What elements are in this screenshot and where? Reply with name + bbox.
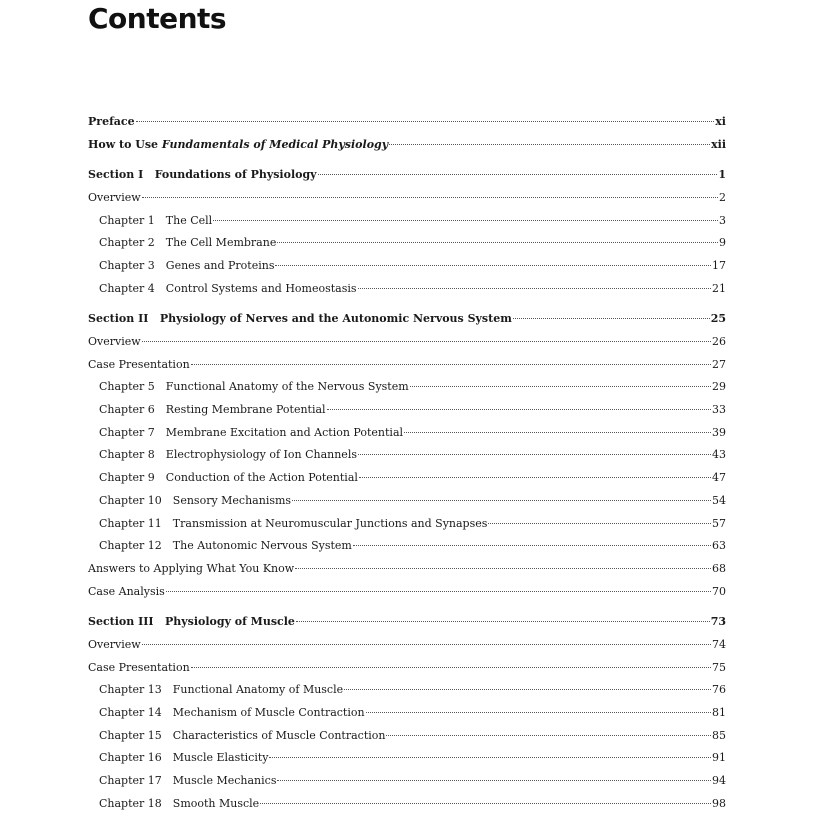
page-number: xii bbox=[711, 138, 726, 151]
entry-text: Control Systems and Homeostasis bbox=[165, 282, 357, 295]
toc-entry-title bbox=[99, 280, 357, 298]
entry-text: Section III Physiology of Muscle bbox=[88, 615, 295, 628]
toc-entry bbox=[88, 234, 726, 252]
toc-entry-title bbox=[88, 189, 141, 207]
toc-entry-title bbox=[99, 424, 403, 442]
toc-entry-title bbox=[99, 401, 326, 419]
dot-leader bbox=[318, 174, 718, 175]
dot-leader bbox=[386, 735, 711, 736]
toc-entry-title bbox=[88, 636, 141, 654]
page-number: 85 bbox=[712, 729, 726, 742]
toc-entry-title bbox=[99, 492, 291, 510]
toc-entry bbox=[88, 401, 726, 419]
dot-leader bbox=[327, 409, 711, 410]
entry-text: Muscle Elasticity bbox=[172, 751, 269, 764]
entry-text: Functional Anatomy of Muscle bbox=[172, 683, 344, 696]
chapter-number: Chapter 3 bbox=[99, 259, 155, 272]
toc-entry bbox=[88, 613, 726, 631]
entry-text: Resting Membrane Potential bbox=[165, 403, 326, 416]
entry-text: Muscle Mechanics bbox=[172, 774, 277, 787]
toc-entry-title bbox=[88, 333, 141, 351]
toc-entry-title bbox=[99, 515, 487, 533]
page-number: 75 bbox=[712, 661, 726, 674]
toc-entry bbox=[88, 704, 726, 722]
page-number: 25 bbox=[710, 312, 726, 325]
page-number: 70 bbox=[712, 585, 726, 598]
dot-leader bbox=[277, 780, 711, 781]
page-number: 17 bbox=[712, 259, 726, 272]
dot-leader bbox=[389, 144, 710, 145]
dot-leader bbox=[410, 386, 711, 387]
chapter-number: Chapter 13 bbox=[99, 683, 162, 696]
entry-text: Answers to Applying What You Know bbox=[88, 562, 295, 575]
toc-entry-title bbox=[99, 772, 276, 790]
dot-leader bbox=[275, 265, 711, 266]
dot-leader bbox=[166, 591, 711, 592]
toc-entry bbox=[88, 113, 726, 131]
entry-text: The Cell Membrane bbox=[165, 236, 277, 249]
chapter-number: Chapter 18 bbox=[99, 797, 162, 810]
chapter-number: Chapter 10 bbox=[99, 494, 162, 507]
toc-entry-title bbox=[99, 234, 276, 252]
page-number: 76 bbox=[712, 683, 726, 696]
toc-entry bbox=[88, 189, 726, 207]
page-number: 2 bbox=[719, 191, 726, 204]
toc-entry bbox=[88, 772, 726, 790]
page-number: 47 bbox=[712, 471, 726, 484]
dot-leader bbox=[292, 500, 711, 501]
toc-entry bbox=[88, 446, 726, 464]
entry-text-italic: Fundamentals of Medical Physiology bbox=[161, 138, 389, 151]
dot-leader bbox=[295, 568, 711, 569]
chapter-number: Chapter 5 bbox=[99, 380, 155, 393]
entry-text: Case Presentation bbox=[88, 358, 190, 371]
page-number: 74 bbox=[712, 638, 726, 651]
toc-entry-title bbox=[88, 113, 135, 131]
toc-entry bbox=[88, 681, 726, 699]
toc-entry bbox=[88, 560, 726, 578]
toc-entry bbox=[88, 515, 726, 533]
toc-entry bbox=[88, 310, 726, 328]
dot-leader bbox=[359, 477, 711, 478]
toc-entry-title bbox=[88, 310, 512, 328]
dot-leader bbox=[269, 757, 711, 758]
toc-entry-title bbox=[88, 166, 317, 184]
entry-text: Conduction of the Action Potential bbox=[165, 471, 358, 484]
chapter-number: Chapter 4 bbox=[99, 282, 155, 295]
dot-leader bbox=[136, 121, 715, 122]
toc-entry bbox=[88, 537, 726, 555]
entry-text: Overview bbox=[88, 335, 141, 348]
chapter-number: Chapter 14 bbox=[99, 706, 162, 719]
entry-text: Preface bbox=[88, 115, 135, 128]
toc-entry-title bbox=[88, 136, 388, 154]
toc-entry-title bbox=[88, 613, 295, 631]
toc-entry bbox=[88, 166, 726, 184]
toc-entry bbox=[88, 280, 726, 298]
toc-entry bbox=[88, 333, 726, 351]
toc-entry bbox=[88, 136, 726, 154]
toc-entry-title bbox=[99, 727, 385, 745]
entry-text: Case Presentation bbox=[88, 661, 190, 674]
page-number: 1 bbox=[718, 168, 726, 181]
dot-leader bbox=[353, 545, 711, 546]
entry-text: Case Analysis bbox=[88, 585, 165, 598]
page-number: 54 bbox=[712, 494, 726, 507]
page-number: 9 bbox=[719, 236, 726, 249]
chapter-number: Chapter 12 bbox=[99, 539, 162, 552]
toc-entry bbox=[88, 492, 726, 510]
page-number: xi bbox=[715, 115, 726, 128]
toc-entry bbox=[88, 257, 726, 275]
entry-text: Membrane Excitation and Action Potential bbox=[165, 426, 404, 439]
page-number: 39 bbox=[712, 426, 726, 439]
dot-leader bbox=[142, 341, 711, 342]
toc-entry-title bbox=[99, 469, 358, 487]
dot-leader bbox=[358, 288, 711, 289]
entry-text: Overview bbox=[88, 191, 141, 204]
entry-text: The Cell bbox=[165, 214, 213, 227]
page-number: 73 bbox=[710, 615, 726, 628]
dot-leader bbox=[404, 432, 711, 433]
entry-text: Smooth Muscle bbox=[172, 797, 260, 810]
toc-entry bbox=[88, 424, 726, 442]
page-number: 26 bbox=[712, 335, 726, 348]
entry-text: Functional Anatomy of the Nervous System bbox=[165, 380, 409, 393]
toc-entry-title bbox=[88, 560, 294, 578]
entry-text: Sensory Mechanisms bbox=[172, 494, 292, 507]
chapter-number: Chapter 17 bbox=[99, 774, 162, 787]
toc-entry-title bbox=[88, 583, 165, 601]
toc-entry-title bbox=[99, 749, 268, 767]
dot-leader bbox=[366, 712, 711, 713]
toc-entry-title bbox=[99, 257, 274, 275]
chapter-number: Chapter 6 bbox=[99, 403, 155, 416]
dot-leader bbox=[358, 454, 711, 455]
chapter-number: Chapter 7 bbox=[99, 426, 155, 439]
chapter-number: Chapter 1 bbox=[99, 214, 155, 227]
toc-entry-title bbox=[99, 704, 365, 722]
page-number: 98 bbox=[712, 797, 726, 810]
entry-text: Section II Physiology of Nerves and the Autonomic Nervous System bbox=[88, 312, 512, 325]
dot-leader bbox=[344, 689, 711, 690]
toc-entry-title bbox=[99, 795, 259, 813]
toc-entry-title bbox=[99, 537, 352, 555]
page-number: 21 bbox=[712, 282, 726, 295]
toc-entry-title bbox=[99, 378, 409, 396]
entry-text: Section I Foundations of Physiology bbox=[88, 168, 317, 181]
chapter-number: Chapter 16 bbox=[99, 751, 162, 764]
toc-entry bbox=[88, 636, 726, 654]
entry-text: Overview bbox=[88, 638, 141, 651]
toc-entry-title bbox=[88, 659, 190, 677]
dot-leader bbox=[488, 523, 711, 524]
page-number: 63 bbox=[712, 539, 726, 552]
entry-text: Characteristics of Muscle Contraction bbox=[172, 729, 386, 742]
dot-leader bbox=[277, 242, 718, 243]
entry-text: The Autonomic Nervous System bbox=[172, 539, 352, 552]
dot-leader bbox=[191, 364, 711, 365]
dot-leader bbox=[260, 803, 711, 804]
page-number: 57 bbox=[712, 517, 726, 530]
toc-entry bbox=[88, 583, 726, 601]
chapter-number: Chapter 15 bbox=[99, 729, 162, 742]
toc-entry bbox=[88, 212, 726, 230]
toc-entry bbox=[88, 378, 726, 396]
dot-leader bbox=[142, 644, 711, 645]
toc-entry-title bbox=[88, 356, 190, 374]
dot-leader bbox=[213, 220, 718, 221]
entry-text: Electrophysiology of Ion Channels bbox=[165, 448, 357, 461]
toc-entry bbox=[88, 795, 726, 813]
page-number: 27 bbox=[712, 358, 726, 371]
page-number: 94 bbox=[712, 774, 726, 787]
page-number: 68 bbox=[712, 562, 726, 575]
toc-entry bbox=[88, 727, 726, 745]
toc-entry bbox=[88, 659, 726, 677]
dot-leader bbox=[142, 197, 718, 198]
page-number: 3 bbox=[719, 214, 726, 227]
dot-leader bbox=[296, 621, 710, 622]
chapter-number: Chapter 11 bbox=[99, 517, 162, 530]
entry-text: How to Use bbox=[88, 138, 162, 151]
page-number: 29 bbox=[712, 380, 726, 393]
page-number: 43 bbox=[712, 448, 726, 461]
toc-entry bbox=[88, 749, 726, 767]
dot-leader bbox=[513, 318, 710, 319]
dot-leader bbox=[191, 667, 711, 668]
toc-entry bbox=[88, 356, 726, 374]
toc-entry-title bbox=[99, 212, 212, 230]
chapter-number: Chapter 8 bbox=[99, 448, 155, 461]
chapter-number: Chapter 9 bbox=[99, 471, 155, 484]
entry-text: Genes and Proteins bbox=[165, 259, 275, 272]
toc-entry-title bbox=[99, 681, 343, 699]
toc-entry-title bbox=[99, 446, 357, 464]
entry-text: Mechanism of Muscle Contraction bbox=[172, 706, 365, 719]
page-number: 33 bbox=[712, 403, 726, 416]
page-number: 91 bbox=[712, 751, 726, 764]
chapter-number: Chapter 2 bbox=[99, 236, 155, 249]
toc-entry bbox=[88, 469, 726, 487]
page-number: 81 bbox=[712, 706, 726, 719]
entry-text: Transmission at Neuromuscular Junctions and Synapses bbox=[172, 517, 488, 530]
page-title: Contents bbox=[88, 2, 227, 35]
